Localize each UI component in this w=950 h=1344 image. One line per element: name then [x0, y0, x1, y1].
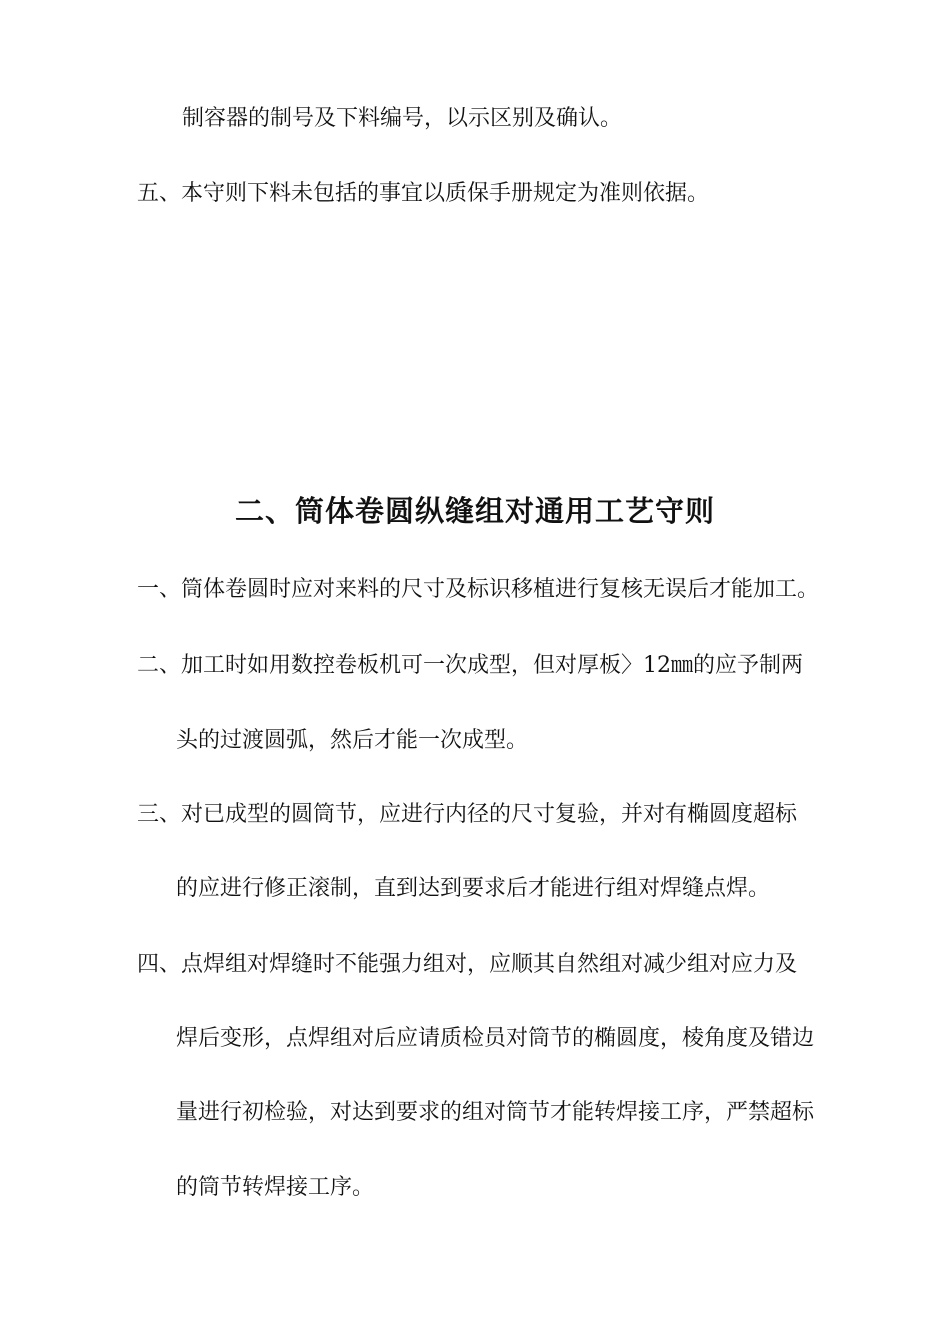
item-three-line-1: 三、对已成型的圆筒节，应进行内径的尺寸复验，并对有椭圆度超标: [137, 802, 798, 827]
item-three-line-2: 的应进行修正滚制，直到达到要求后才能进行组对焊缝点焊。: [176, 876, 771, 901]
continuation-line: 制容器的制号及下料编号，以示区别及确认。: [182, 106, 623, 131]
item-five: 五、本守则下料未包括的事宜以质保手册规定为准则依据。: [137, 181, 710, 206]
item-four-line-2: 焊后变形，点焊组对后应请质检员对筒节的椭圆度，棱角度及错边: [176, 1026, 815, 1051]
item-two-line-2: 头的过渡圆弧，然后才能一次成型。: [176, 728, 529, 753]
section-title: 二、筒体卷圆纵缝组对通用工艺守则: [234, 494, 715, 528]
item-two-line-1: 二、加工时如用数控卷板机可一次成型，但对厚板〉12㎜的应予制两: [137, 653, 803, 678]
item-one-line-1: 一、筒体卷圆时应对来料的尺寸及标识移植进行复核无误后才能加工。: [137, 577, 820, 602]
item-four-line-4: 的筒节转焊接工序。: [176, 1175, 375, 1200]
item-four-line-3: 量进行初检验，对达到要求的组对筒节才能转焊接工序，严禁超标: [176, 1100, 815, 1125]
item-four-line-1: 四、点焊组对焊缝时不能强力组对，应顺其自然组对减少组对应力及: [137, 952, 798, 977]
